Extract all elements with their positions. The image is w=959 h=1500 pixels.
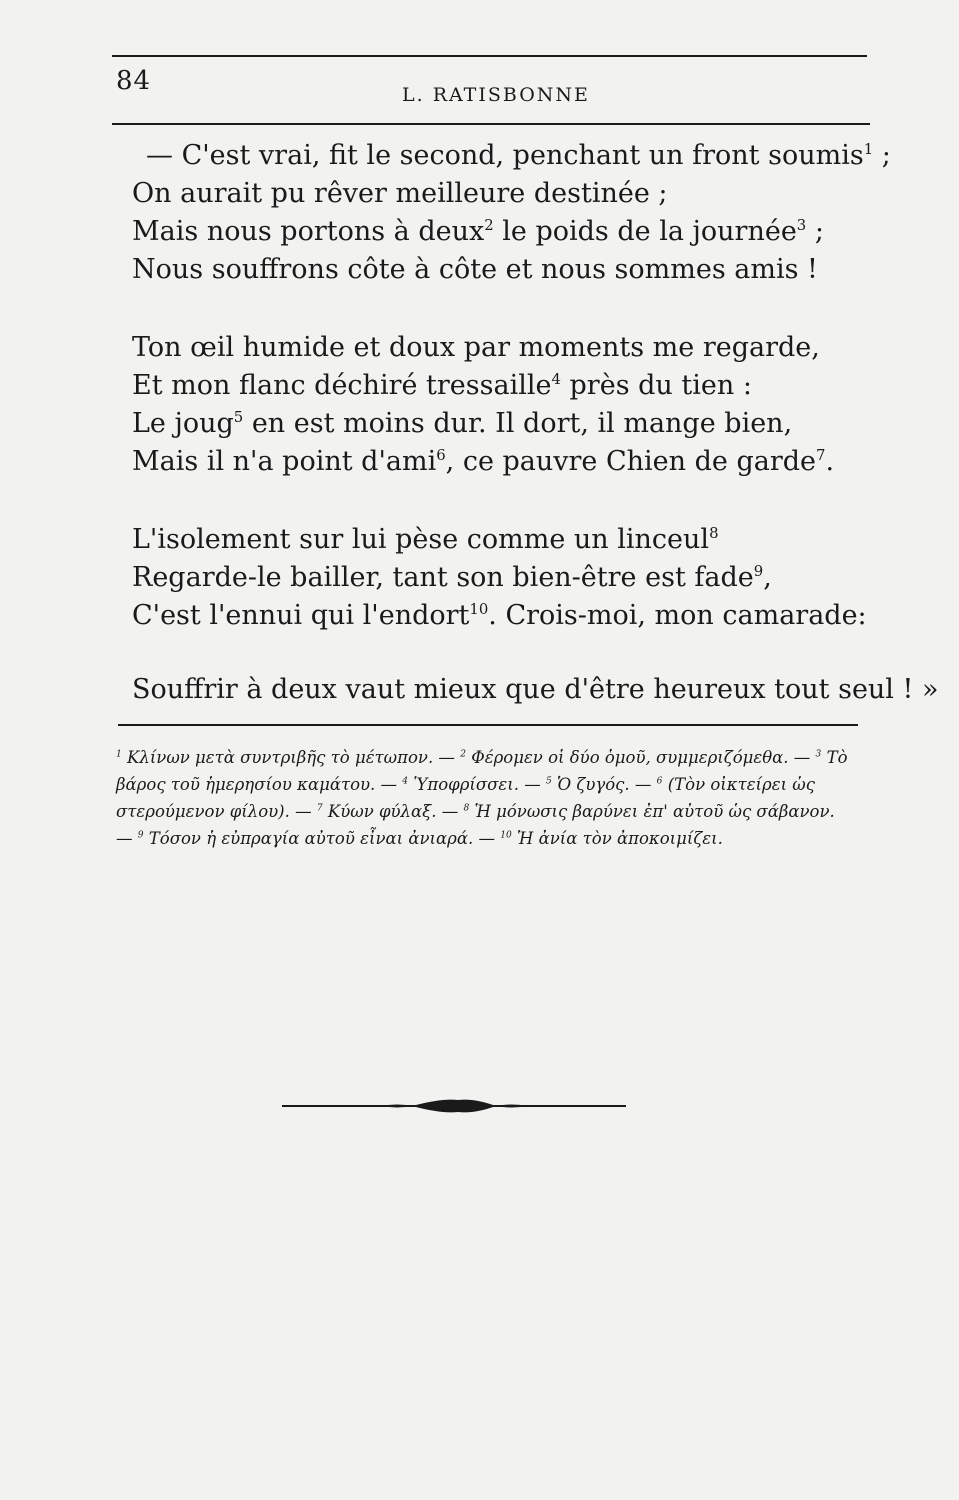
verse-line: C'est l'ennui qui l'endort$^{10}$. Crois-moi, mon camarade:: [132, 600, 867, 631]
verse-line: Souffrir à deux vaut mieux que d'être heureux tout seul ! »: [132, 674, 939, 705]
footnote: $^5$ Ὁ ζυγός. —: [545, 775, 657, 794]
verse-line: — C'est vrai, fit le second, penchant un front soumis$^1$ ;: [146, 140, 891, 171]
footnote: $^1$ Κλίνων μετὰ συντριβῆς τὸ μέτωπον. —: [116, 748, 461, 767]
footnote: $^9$ Τόσον ἡ εὐπραγία αὐτοῦ εἶναι ἀνιαρά. —: [137, 829, 501, 848]
footnote: $^2$ Φέρομεν οἱ δύο ὁμοῦ, συμμεριζόμεθα. —: [460, 748, 816, 767]
running-head: L. RATISBONNE: [402, 84, 590, 106]
verse-line: Et mon flanc déchiré tressaille$^4$ près du tien :: [132, 370, 752, 401]
verse-line: Mais il n'a point d'ami$^6$, ce pauvre Chien de garde$^7$.: [132, 446, 835, 477]
footnote: $^{10}$ Ἡ ἀνία τὸν ἀποκοιμίζει.: [500, 829, 723, 848]
verse-line: Nous souffrons côte à côte et nous sommes amis !: [132, 254, 818, 285]
footnote: $^7$ Κύων φύλαξ. —: [316, 802, 464, 821]
footnote: $^3$ Τὸ βάρος τοῦ ἡμερησίου καμάτου. —: [116, 748, 848, 794]
verse-line: Regarde-le bailler, tant son bien-être est fade$^9$,: [132, 562, 772, 593]
footnote: $^8$ Ἡ μόνωσις βαρύνει ἐπ' αὐτοῦ ὡς σάβανον. —: [116, 802, 835, 848]
tail-piece-ornament-icon: [282, 1094, 626, 1118]
header-rule-bottom: [112, 123, 870, 125]
verse-line: Mais nous portons à deux$^2$ le poids de la journée$^3$ ;: [132, 216, 824, 247]
verse-line: Ton œil humide et doux par moments me regarde,: [132, 332, 820, 363]
footnote: $^6$ (Τὸν οἰκτείρει ὡς στερούμενον φίλου). —: [116, 775, 815, 821]
footnotes: [116, 744, 852, 852]
header-rule-top: [112, 55, 867, 57]
page-number: 84: [116, 66, 152, 96]
footnote: $^4$ Ὑποφρίσσει. —: [402, 775, 546, 794]
footnote-rule: [118, 724, 858, 726]
verse-line: L'isolement sur lui pèse comme un linceul$^8$: [132, 524, 719, 555]
verse-line: On aurait pu rêver meilleure destinée ;: [132, 178, 668, 209]
verse-line: Le joug$^5$ en est moins dur. Il dort, il mange bien,: [132, 408, 793, 439]
